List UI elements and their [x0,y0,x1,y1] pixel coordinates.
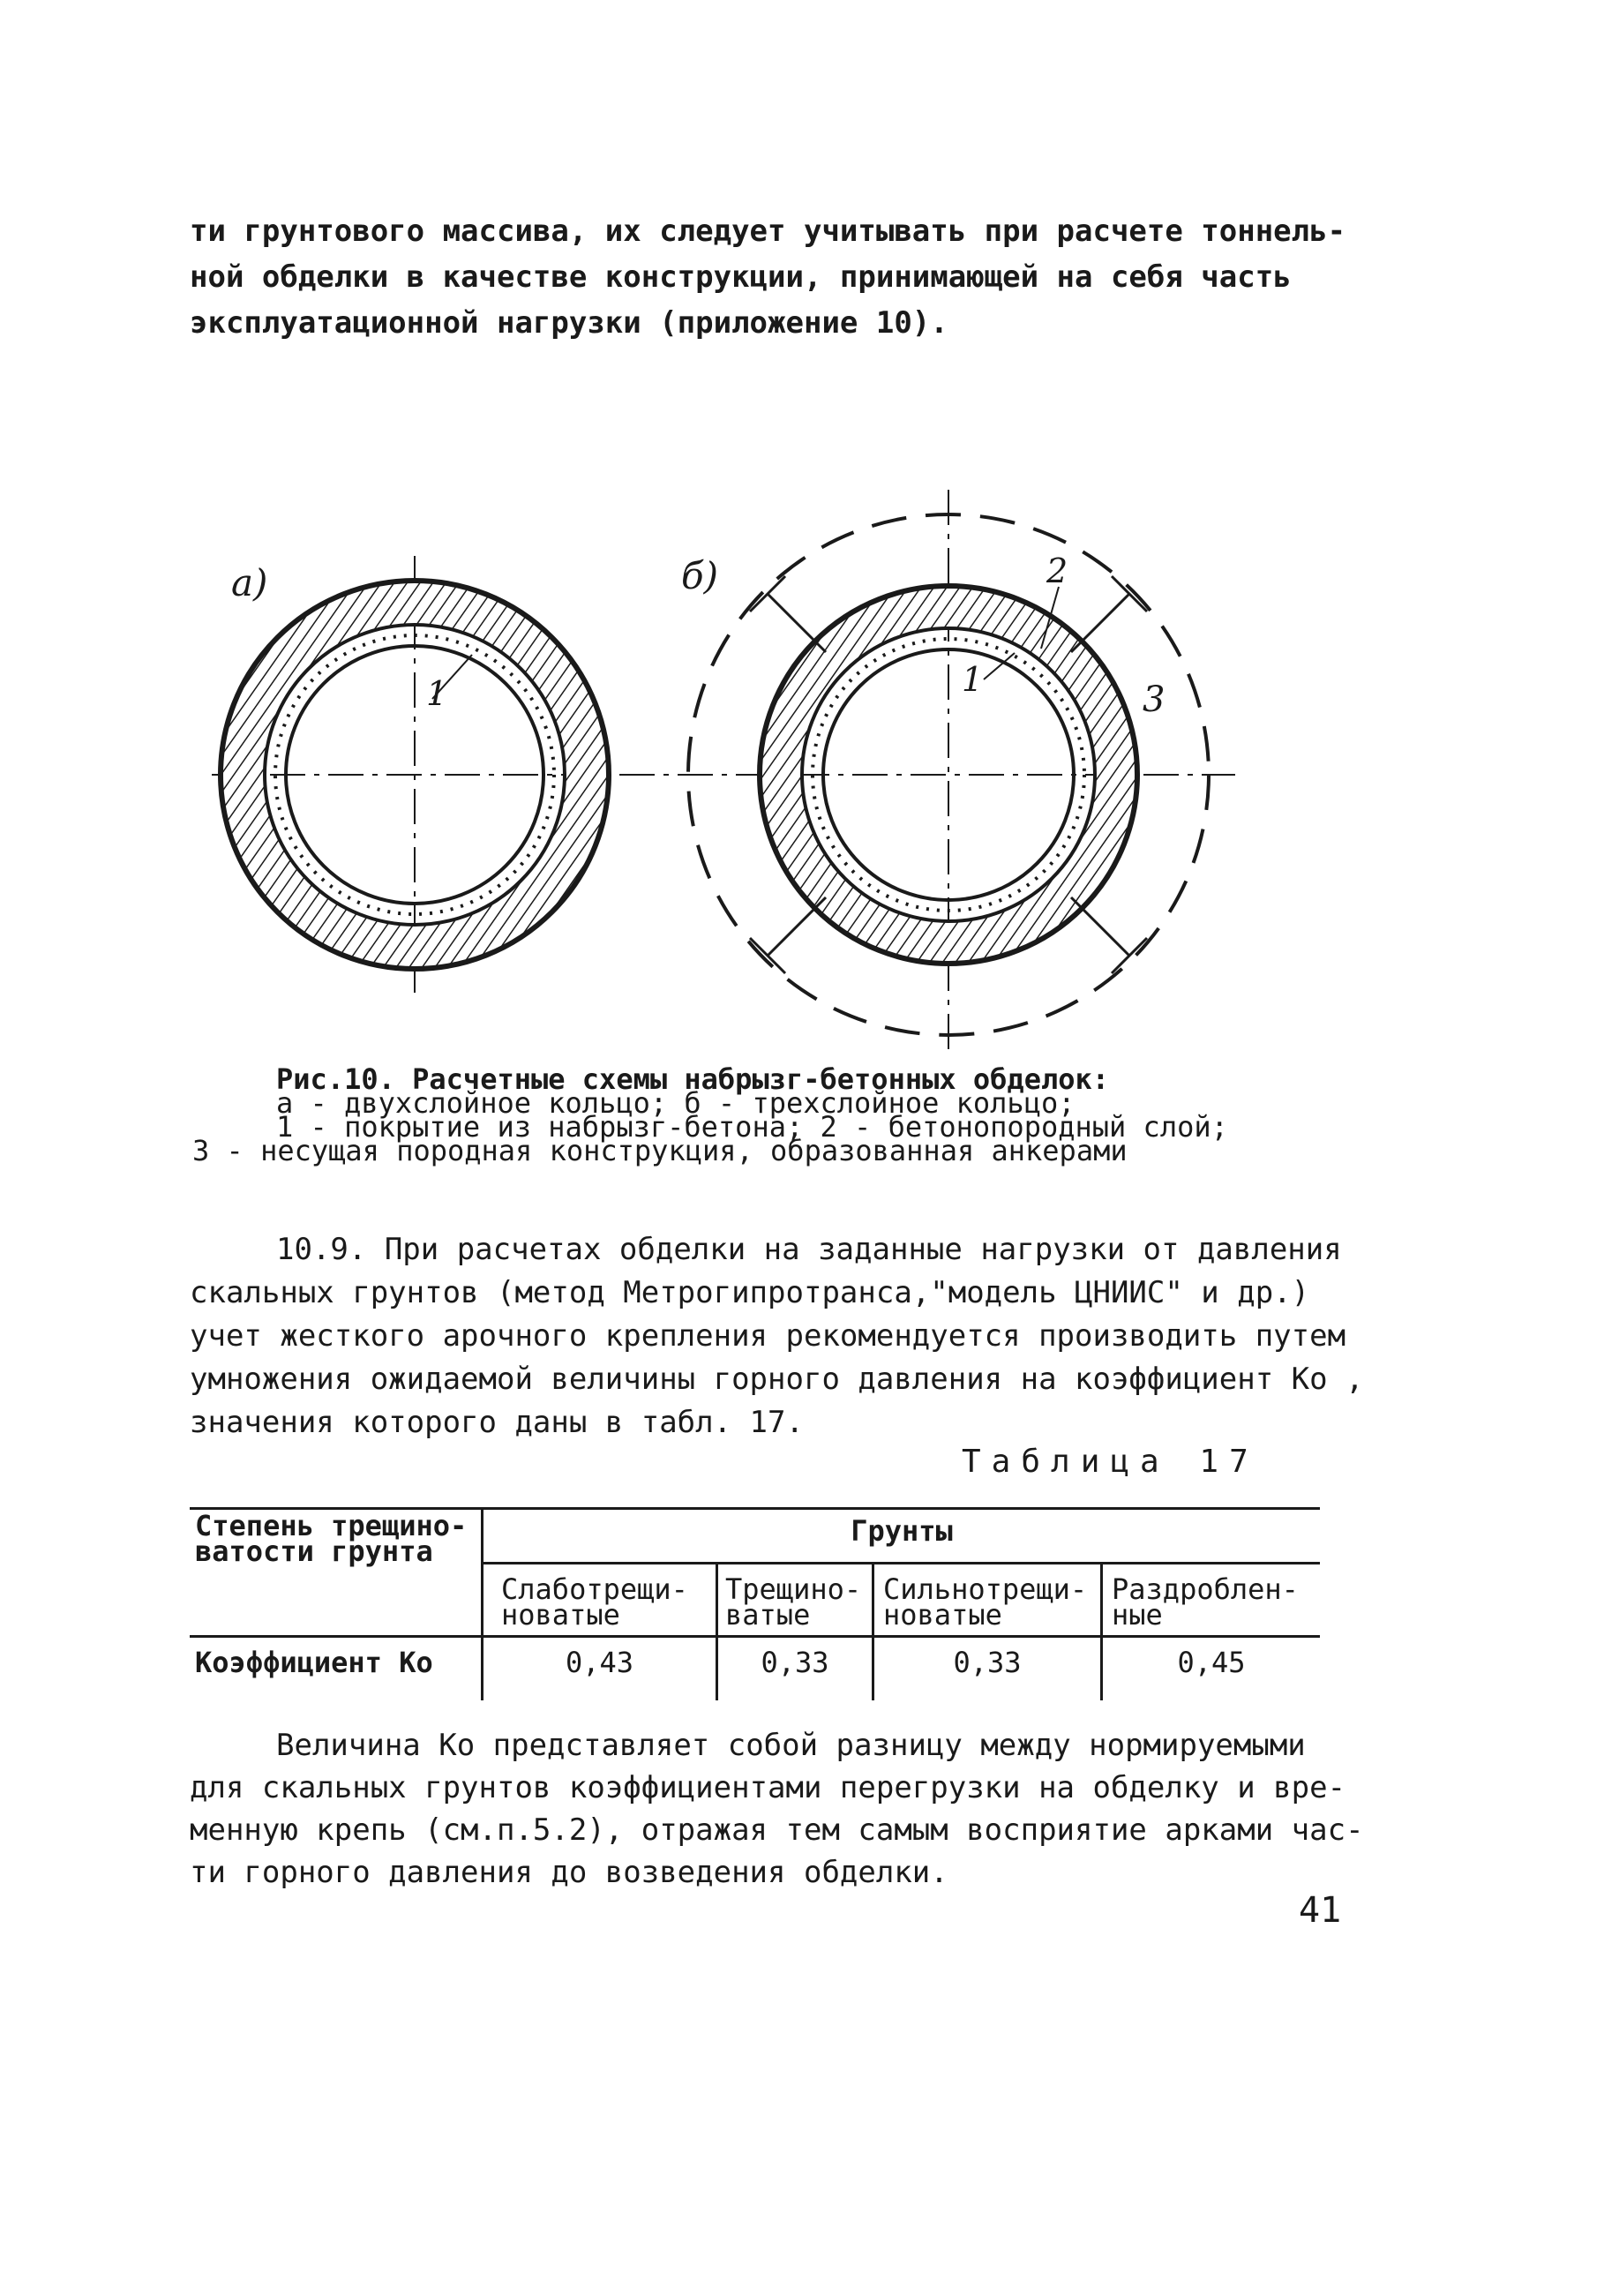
text-line: Величина Kо представляет собой разницу между нормируемыми [276,1728,1306,1763]
text-line: учет жесткого арочного крепления рекомендуется производить путем [190,1318,1346,1354]
value-cell: 0,43 [483,1637,717,1701]
text-line: ти горного давления до возведения обделки. [190,1855,948,1890]
figure-caption [192,1062,1251,1167]
column-header: Сильнотрещи- новатые [873,1564,1102,1637]
table-row [190,1637,1320,1701]
value-cell: 0,33 [717,1637,873,1701]
row-header-cell: Степень трещино- ватости грунта [190,1509,483,1637]
text-line: ной обделки в качестве конструкции, принимающей на себя часть [190,259,1292,295]
layer-number-1a: 1 [426,674,448,713]
caption-line: 1 - покрытие из набрызг-бетона; 2 - бетонопородный слой; [276,1110,1228,1144]
column-header: Трещино- ватые [717,1564,873,1637]
layer-number-2: 2 [1046,551,1068,590]
page-number: 41 [1299,1890,1342,1931]
layer-number-3: 3 [1143,679,1166,720]
column-header: Слаботрещи- новатые [483,1564,717,1637]
layer-number-1b: 1 [962,660,984,699]
text-line: умножения ожидаемой величины горного давления на коэффициент Kо , [190,1362,1364,1397]
value-cell: 0,45 [1177,1646,1246,1679]
value-cell: 0,33 [873,1637,1102,1701]
coef-label-cell: Коэффициент Kо [190,1637,483,1701]
text-line: менную крепь (см.п.5.2), отражая тем самым восприятие арками час- [190,1812,1364,1848]
caption-line: а - двухслойное кольцо; б - трехслойное кольцо; [276,1086,1076,1120]
text-line: ти грунтового массива, их следует учитывать при расчете тоннель- [190,214,1346,249]
table-title: Таблица 17 [962,1444,1259,1480]
table-header-row [190,1509,1320,1564]
paragraph-10-9 [190,1228,1364,1444]
text-line: значения которого даны в табл. 17. [190,1405,804,1440]
group-header-cell: Грунты [483,1509,1321,1564]
ring-b [688,490,1209,1050]
caption-title: Рис.10. Расчетные схемы набрызг-бетонных обделок: [276,1062,1110,1096]
table-17 [190,1507,1320,1700]
figure-label-a: а) [231,561,268,604]
text-line: 10.9. При расчетах обделки на заданные нагрузки от давления [276,1232,1342,1267]
ring-a [212,556,1235,993]
figure-label-b: б) [681,554,719,597]
text-line: скальных грунтов (метод Метрогипротранса,"модель ЦНИИС" и др.) [190,1275,1310,1310]
text-line: эксплуатационной нагрузки (приложение 10). [190,305,948,341]
caption-line: 3 - несущая породная конструкция, образованная анкерами [192,1134,1128,1167]
bottom-paragraph [190,1724,1364,1894]
column-header: Раздроблен- ные [1102,1564,1321,1637]
text-line: для скальных грунтов коэффициентами перегрузки на обделку и вре- [190,1770,1346,1805]
